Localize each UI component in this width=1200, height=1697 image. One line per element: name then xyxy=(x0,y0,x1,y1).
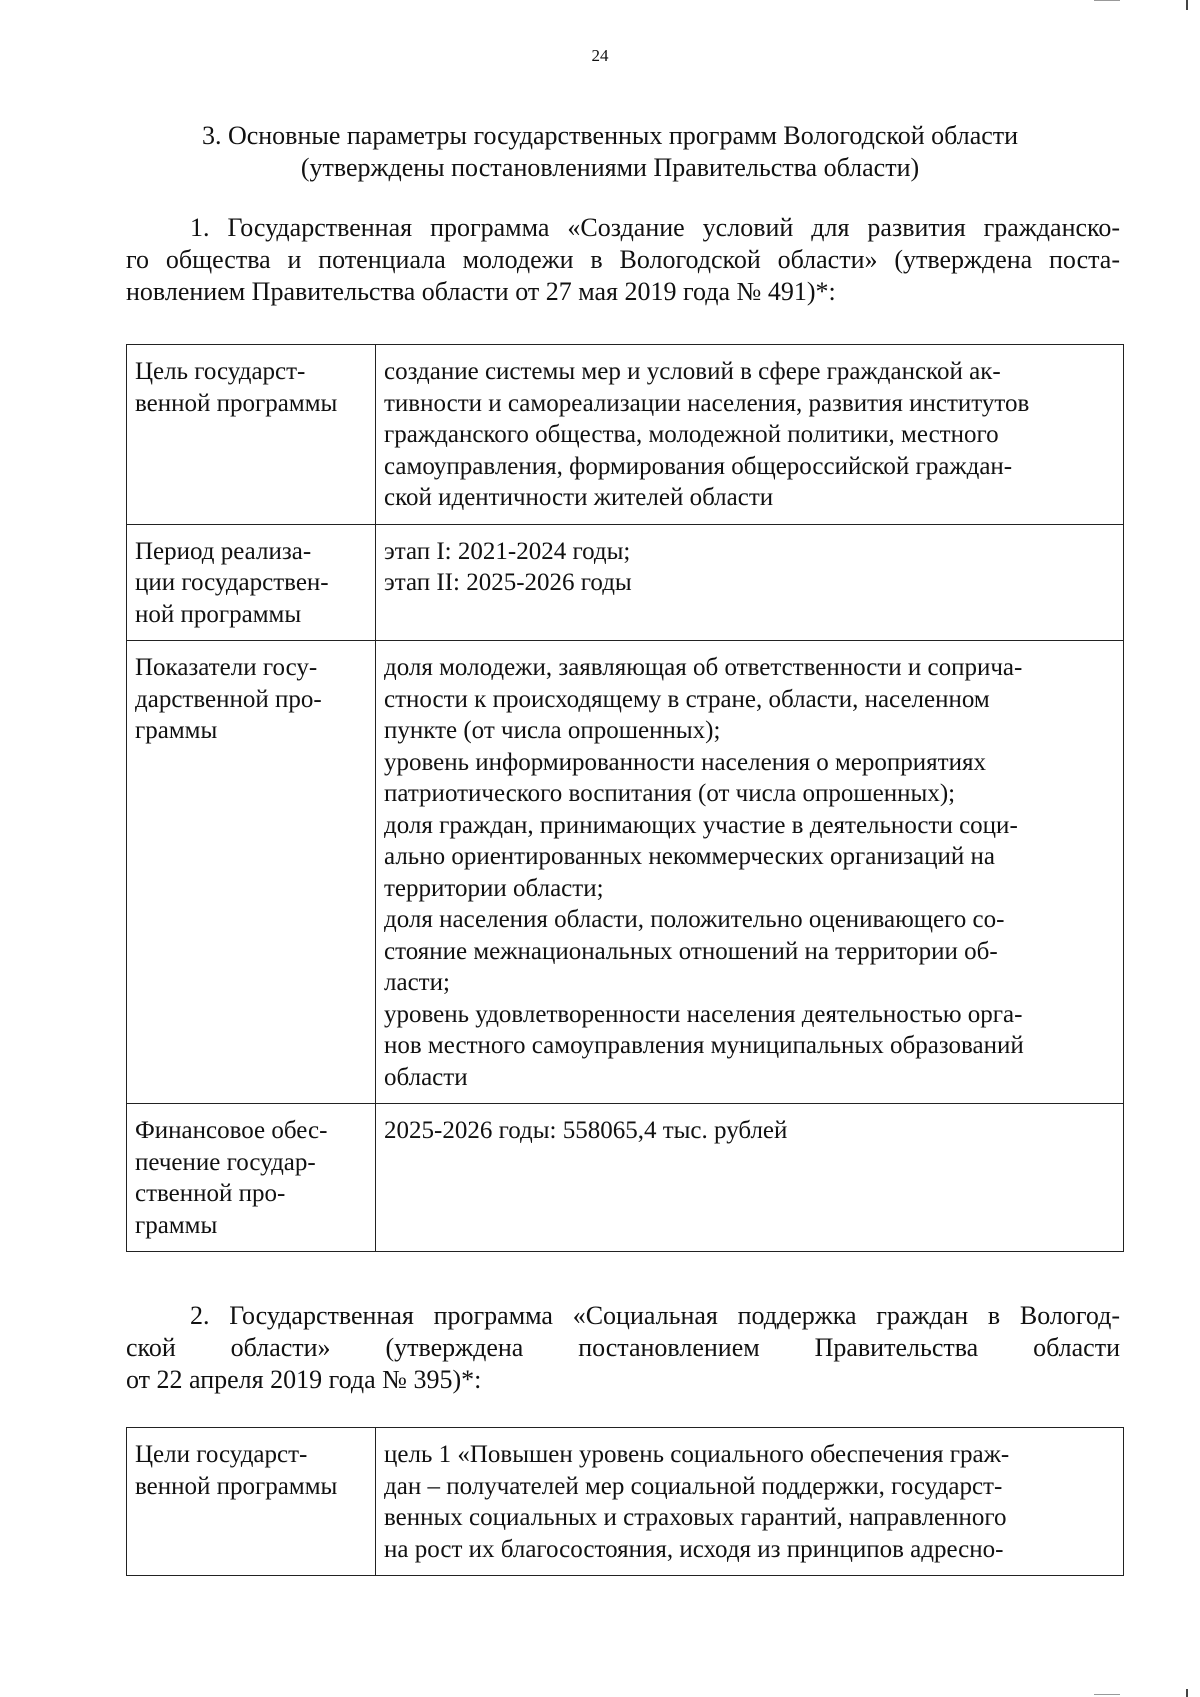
value-line: территории области; xyxy=(384,874,604,902)
row-value xyxy=(376,1104,1124,1252)
label-line: ции государствен- xyxy=(135,569,329,596)
row-value xyxy=(376,1428,1124,1576)
value-line: патриотического воспитания (от числа опрошенных); xyxy=(384,780,956,807)
value-line: ласти; xyxy=(384,969,450,996)
value-line: дан – получателей мер социальной поддержки, государст- xyxy=(384,1472,1003,1500)
value-line: уровень информированности населения о мероприятиях xyxy=(384,748,986,776)
row-label xyxy=(127,345,376,525)
program-2-intro-line: 2. Государственная программа «Социальная поддержка граждан в Вологод- xyxy=(190,1301,1120,1330)
scan-mark-bottom xyxy=(1094,1690,1120,1695)
label-line: Показатели госу- xyxy=(135,654,318,681)
value-line: стности к происходящему в стране, области, населенном xyxy=(384,685,990,713)
scan-mark-top xyxy=(1094,0,1120,5)
row-label xyxy=(127,1428,376,1576)
value-line: доля населения области, положительно оценивающего со- xyxy=(384,906,1005,933)
program-2-parameters-table xyxy=(126,1427,1124,1576)
label-line: ной программы xyxy=(135,600,302,628)
row-value xyxy=(376,524,1124,641)
label-line: ственной про- xyxy=(135,1180,286,1207)
value-line: пункте (от числа опрошенных); xyxy=(384,717,721,744)
value-line: тивности и самореализации населения, развития институтов xyxy=(384,389,1030,417)
program-1-intro xyxy=(126,212,1120,308)
program-1-intro-line: го общества и потенциала молодежи в Вологодской области» (утверждена поста- xyxy=(126,245,1120,274)
value-line: уровень удовлетворенности населения деятельностью орга- xyxy=(384,1000,1023,1028)
program-2-intro xyxy=(126,1300,1120,1396)
value-line: ально ориентированных некоммерческих организаций на xyxy=(384,843,995,870)
page-number: 24 xyxy=(591,46,609,65)
value-line: нов местного самоуправления муниципальных образований xyxy=(384,1032,1024,1059)
label-line: Финансовое обес- xyxy=(135,1117,328,1144)
section-heading-line-2: (утверждены постановлениями Правительства области) xyxy=(300,153,920,182)
table-row xyxy=(127,1428,1124,1576)
value-line: доля граждан, принимающих участие в деятельности соци- xyxy=(384,811,1018,839)
section-heading-line-1: 3. Основные параметры государственных программ Вологодской области xyxy=(201,121,1019,150)
label-line: граммы xyxy=(135,1211,218,1239)
row-label xyxy=(127,1104,376,1252)
label-line: дарственной про- xyxy=(135,685,322,713)
label-line: печение государ- xyxy=(135,1148,316,1176)
label-line: Цели государст- xyxy=(135,1441,308,1468)
table-row xyxy=(127,524,1124,641)
scan-mark-top-right xyxy=(1186,0,1188,10)
value-line: этап I: 2021-2024 годы; xyxy=(384,537,631,565)
label-line: венной программы xyxy=(135,1472,338,1500)
value-line: самоуправления, формирования общероссийской граждан- xyxy=(384,452,1013,480)
program-1-intro-line: новлением Правительства области от 27 мая 2019 года № 491)*: xyxy=(126,277,836,306)
program-1-intro-line: 1. Государственная программа «Создание условий для развития гражданско- xyxy=(190,213,1120,242)
value-line: цель 1 «Повышен уровень социального обеспечения граж- xyxy=(384,1441,1010,1468)
row-label xyxy=(127,641,376,1104)
value-line: венных социальных и страховых гарантий, направленного xyxy=(384,1504,1007,1531)
table-row xyxy=(127,1104,1124,1252)
table-row xyxy=(127,345,1124,525)
label-line: Цель государст- xyxy=(135,358,306,385)
value-line: 2025-2026 годы: 558065,4 тыс. рублей xyxy=(384,1117,788,1144)
scan-mark-bottom-right xyxy=(1186,1689,1188,1697)
program-2-intro-line: ской области» (утверждена постановлением Правительства области xyxy=(126,1333,1120,1362)
label-line: Период реализа- xyxy=(135,537,312,565)
value-line: ской идентичности жителей области xyxy=(384,484,774,511)
row-value xyxy=(376,345,1124,525)
value-line: области xyxy=(384,1063,468,1091)
program-1-parameters-table xyxy=(126,344,1124,1252)
row-value xyxy=(376,641,1124,1104)
value-line: этап II: 2025-2026 годы xyxy=(384,569,632,596)
row-label xyxy=(127,524,376,641)
label-line: венной программы xyxy=(135,389,338,417)
value-line: стояние межнациональных отношений на территории об- xyxy=(384,937,998,965)
label-line: граммы xyxy=(135,717,218,744)
value-line: гражданского общества, молодежной политики, местного xyxy=(384,421,999,448)
program-2-intro-line: от 22 апреля 2019 года № 395)*: xyxy=(126,1365,482,1394)
table-row xyxy=(127,641,1124,1104)
value-line: создание системы мер и условий в сфере гражданской ак- xyxy=(384,358,1001,385)
value-line: на рост их благосостояния, исходя из принципов адресно- xyxy=(384,1535,1004,1563)
value-line: доля молодежи, заявляющая об ответственности и соприча- xyxy=(384,654,1023,681)
section-heading xyxy=(140,120,1080,184)
